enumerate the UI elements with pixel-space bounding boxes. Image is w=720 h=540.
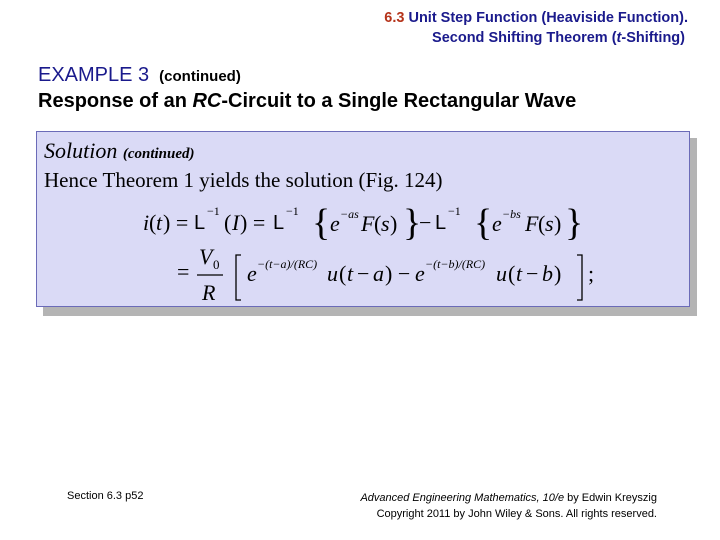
svg-text:−1: −1 [207, 204, 220, 218]
slide-header [384, 8, 688, 48]
svg-text:a: a [373, 261, 384, 286]
solution-panel [36, 131, 690, 307]
equation-line-2 [177, 244, 594, 305]
svg-text:) =: ) = [163, 210, 189, 235]
header-line-1 [384, 8, 688, 28]
subtitle-italic: RC [192, 90, 222, 112]
footer-book-line [360, 490, 657, 506]
solution-equations [37, 132, 689, 306]
svg-text:{: { [312, 202, 331, 244]
svg-text:e: e [247, 261, 257, 286]
svg-text:−(t−b)/(RC): −(t−b)/(RC) [425, 257, 486, 271]
svg-text:u: u [327, 261, 338, 286]
svg-text:}: } [403, 202, 422, 244]
svg-text:u: u [496, 261, 507, 286]
svg-text:F: F [525, 211, 539, 236]
svg-text:−1: −1 [286, 204, 299, 218]
footer-section-ref: Section 6.3 p52 [67, 490, 144, 502]
svg-text:b: b [542, 261, 553, 286]
footer-credits [360, 490, 657, 522]
example-continued: (continued) [159, 68, 241, 85]
svg-text:I: I [232, 210, 240, 235]
svg-text:e: e [330, 211, 340, 236]
svg-text:(: ( [538, 211, 546, 236]
svg-text:): ) [554, 211, 562, 236]
svg-text:e: e [492, 211, 502, 236]
section-title: Unit Step Function (Heaviside Function). [408, 10, 688, 26]
svg-text:−: − [357, 261, 370, 286]
subtitle-post: -Circuit to a Single Rectangular Wave [221, 90, 577, 112]
svg-text:t: t [347, 261, 354, 286]
svg-text:s: s [381, 211, 390, 236]
svg-text:V: V [199, 244, 213, 269]
svg-text:t: t [516, 261, 523, 286]
svg-text:=: = [177, 259, 190, 284]
svg-text:) =: ) = [240, 210, 266, 235]
svg-text:L: L [435, 212, 447, 234]
equation-line-1 [143, 202, 583, 244]
svg-text:−bs: −bs [502, 207, 521, 221]
svg-text:}: } [565, 202, 584, 244]
svg-text:−1: −1 [448, 204, 461, 218]
svg-text:(: ( [339, 261, 347, 286]
svg-text:{: { [474, 202, 493, 244]
svg-text:): ) [390, 211, 398, 236]
solution-text: Hence Theorem 1 yields the solution (Fig. 124) [44, 168, 443, 192]
section-number: 6.3 [384, 10, 405, 26]
svg-text:e: e [415, 261, 425, 286]
footer-copyright: Copyright 2011 by John Wiley & Sons. All rights reserved. [376, 508, 657, 520]
svg-text:−as: −as [340, 207, 359, 221]
svg-text:(: ( [149, 210, 157, 235]
header-line-2-italic: t [616, 30, 622, 46]
footer-book-author: by Edwin Kreyszig [564, 492, 657, 504]
svg-text:L: L [273, 212, 285, 234]
svg-text:;: ; [588, 261, 595, 286]
svg-text:−: − [419, 210, 432, 235]
svg-text:s: s [545, 211, 554, 236]
svg-text:−: − [526, 261, 539, 286]
svg-text:F: F [361, 211, 375, 236]
svg-text:R: R [202, 280, 216, 305]
svg-text:0: 0 [213, 257, 220, 272]
header-line-2-pre: Second Shifting Theorem ( [432, 30, 617, 46]
solution-continued: (continued) [122, 146, 195, 162]
svg-text:i: i [143, 210, 150, 235]
svg-text:): ) [554, 261, 562, 286]
example-heading [38, 62, 241, 90]
solution-word: Solution [44, 138, 118, 163]
footer-book-title: Advanced Engineering Mathematics, 10/e [360, 492, 565, 504]
svg-text:) −: ) − [385, 261, 411, 286]
subtitle-pre: Response of an [38, 90, 193, 112]
svg-text:(: ( [508, 261, 516, 286]
svg-text:−(t−a)/(RC): −(t−a)/(RC) [257, 257, 318, 271]
header-line-2-post: -Shifting) [621, 30, 685, 46]
example-label: EXAMPLE 3 [38, 64, 150, 86]
svg-text:L: L [194, 212, 206, 234]
header-line-2 [384, 28, 688, 48]
svg-text:(: ( [224, 210, 232, 235]
example-subtitle [38, 90, 576, 113]
svg-text:(: ( [374, 211, 382, 236]
svg-text:t: t [156, 210, 163, 235]
